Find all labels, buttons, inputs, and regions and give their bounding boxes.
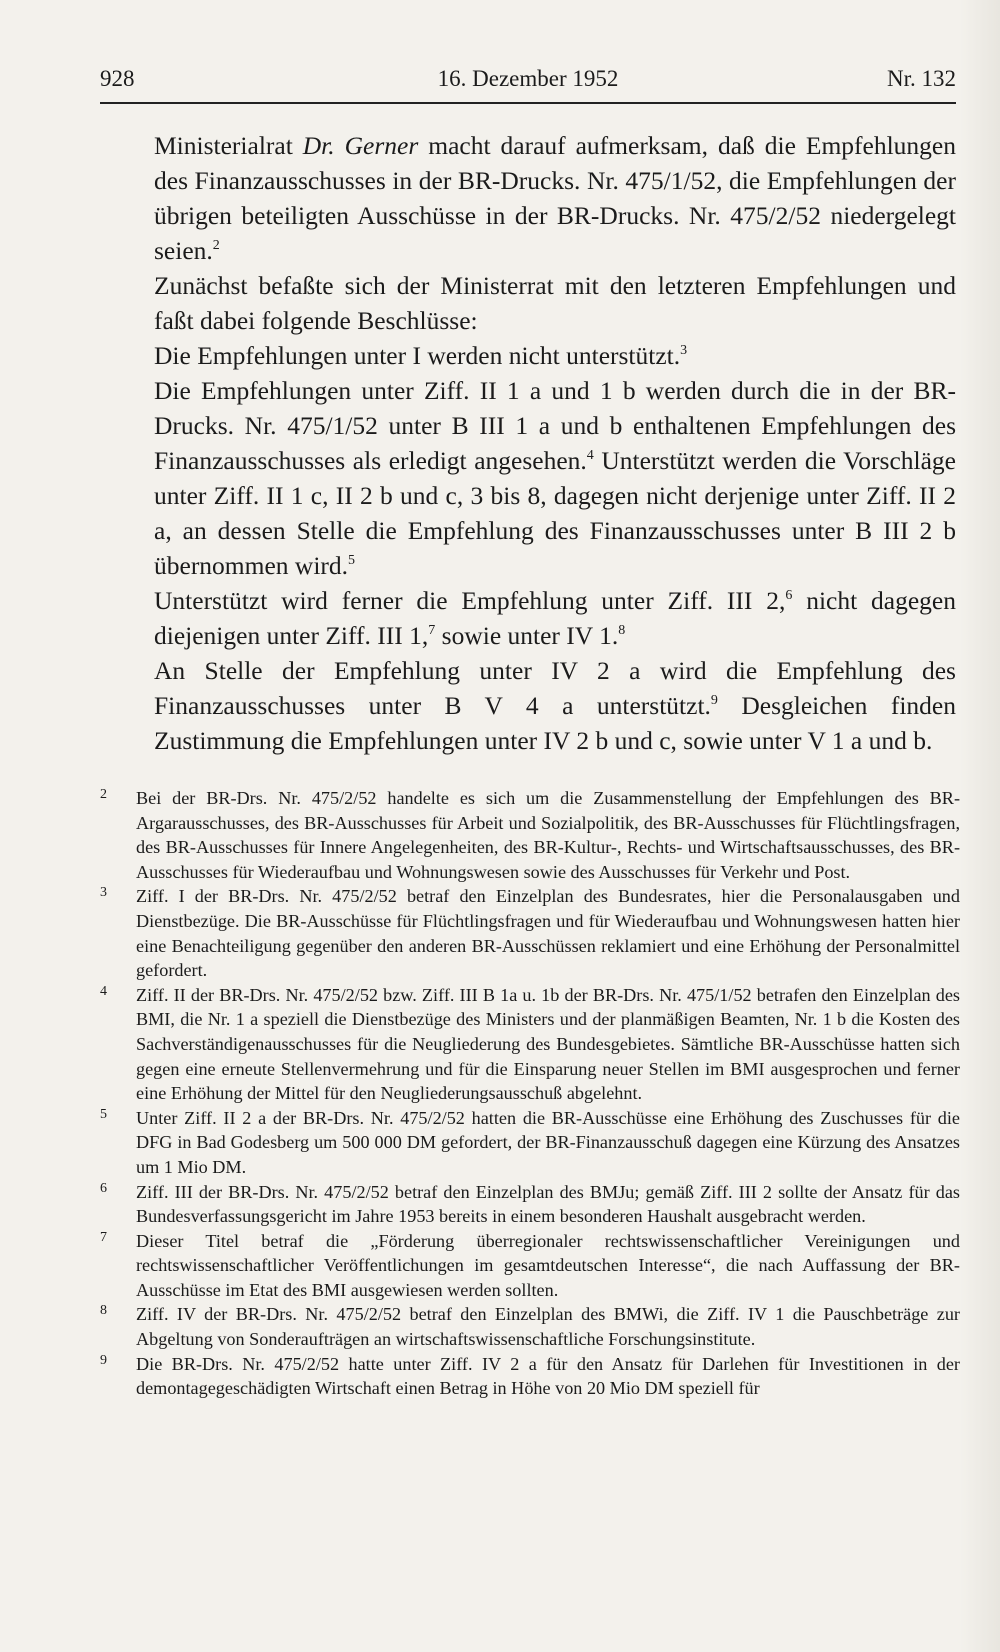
footnote-number: 3 <box>100 885 107 901</box>
footnote-number: 2 <box>100 787 107 802</box>
p1-text-a: Ministerialrat <box>154 131 303 160</box>
footnote-2 <box>100 786 960 884</box>
main-text <box>127 128 956 758</box>
footnote-ref-8[interactable]: 8 <box>618 623 626 638</box>
footnote-text: Ziff. III der BR-Drs. Nr. 475/2/52 betraf den Einzelplan des BMJu; gemäß Ziff. III 2 sollte der Ansatz für das Bundesverfassungsgericht im Jahre 1953 bereits in einem besonderen Haushalt ausgebracht werden. <box>136 1181 960 1227</box>
footnotes-section <box>100 786 960 1401</box>
header-issue-number: Nr. 132 <box>887 66 956 91</box>
footnote-text: Die BR-Drs. Nr. 475/2/52 hatte unter Ziff. IV 2 a für den Ansatz für Darlehen für Investitionen in der demontagegeschädigten Wirtschaft einen Betrag in Höhe von 20 Mio DM speziell für <box>136 1353 960 1399</box>
footnote-text: Bei der BR-Drs. Nr. 475/2/52 handelte es sich um die Zusammenstellung der Empfehlungen des BR-Argarausschusses, des BR-Ausschusses für Arbeit und Sozialpolitik, des BR-Ausschusses für Flüchtlingsfragen, des BR-Ausschusses für Innere Angelegenheiten, des BR-Kultur-, Rechts- und Wirtschaftsausschusses, des BR-Ausschusses für Wiederaufbau und Wohnungswesen sowie des Ausschusses für Verkehr und Post. <box>136 788 960 882</box>
p1-text-b: macht darauf aufmerksam, daß die Empfehlungen des Finanzausschusses in der BR-Drucks. Nr. 475/1/52, die Empfehlungen der übrigen beteiligten Ausschüsse in der BR-Drucks. Nr. 475/2/52 niedergelegt seien. <box>154 131 956 265</box>
footnote-ref-4[interactable]: 4 <box>586 448 594 463</box>
footnote-5 <box>100 1106 960 1180</box>
footnote-3 <box>100 884 960 982</box>
footnote-9 <box>100 1352 960 1401</box>
header-page-number: 928 <box>100 66 135 91</box>
footnote-number: 4 <box>100 983 107 999</box>
footnote-text: Unter Ziff. II 2 a der BR-Drs. Nr. 475/2/52 hatten die BR-Ausschüsse eine Erhöhung des Zuschusses für die DFG in Bad Godesberg um 500 000 DM gefordert, der BR-Finanzausschuß dagegen eine Kürzung des Ansatzes um 1 Mio DM. <box>136 1107 960 1177</box>
footnote-ref-9[interactable]: 9 <box>710 693 718 708</box>
header-date: 16. Dezember 1952 <box>437 66 619 91</box>
footnote-ref-5[interactable]: 5 <box>348 553 356 568</box>
paragraph-3 <box>127 338 956 373</box>
footnote-7 <box>100 1229 960 1303</box>
footnote-ref-2[interactable]: 2 <box>212 238 220 253</box>
p3-text: Die Empfehlungen unter I werden nicht unterstützt. <box>154 341 681 370</box>
footnote-text: Ziff. II der BR-Drs. Nr. 475/2/52 bzw. Ziff. III B 1a u. 1b der BR-Drs. Nr. 475/1/52 betrafen den Einzelplan des BMI, die Nr. 1 a speziell die Dienstbezüge des Ministers und der planmäßigen Beamten, Nr. 1 b die Kosten des Sachverständigenausschusses für die Neugliederung des Bundesgebietes. Sämtliche BR-Ausschüsse hatten sich gegen eine erneute Stellenvermehrung und für die Einsparung neuer Stellen im BMI ausgesprochen und ferner eine Erhöhung der Mittel für den Neugliederungsausschuß abgelehnt. <box>136 984 960 1104</box>
footnote-6 <box>100 1180 960 1229</box>
footnote-number: 8 <box>100 1303 107 1319</box>
p6-text-b: Desgleichen finden Zustimmung die Empfehlungen unter IV 2 b und c, sowie unter V 1 a und b. <box>154 691 956 755</box>
paragraph-4 <box>127 373 956 583</box>
p5-text-a: Unterstützt wird ferner die Empfehlung unter Ziff. III 2, <box>154 586 786 615</box>
paragraph-6 <box>127 653 956 758</box>
footnote-ref-3[interactable]: 3 <box>680 343 688 358</box>
footnote-text: Ziff. I der BR-Drs. Nr. 475/2/52 betraf den Einzelplan des Bundesrates, hier die Personalausgaben und Dienstbezüge. Die BR-Ausschüsse für Flüchtlingsfragen und für Wiederaufbau und Wohnungswesen hatten hier eine Benachteiligung gegenüber den anderen BR-Ausschüssen reklamiert und eine Erhöhung der Personalmittel gefordert. <box>136 886 960 981</box>
footnote-ref-6[interactable]: 6 <box>785 588 793 603</box>
paragraph-1 <box>127 128 956 268</box>
p5-text-b: nicht dagegen diejenigen unter Ziff. III 1, <box>154 586 956 650</box>
page-header <box>100 64 956 104</box>
footnote-8 <box>100 1302 960 1351</box>
p1-name: Dr. Gerner <box>302 131 419 160</box>
p6-text-a: An Stelle der Empfehlung unter IV 2 a wird die Empfehlung des Finanzausschusses unter B V 4 a unterstützt. <box>154 656 956 720</box>
paragraph-2 <box>127 268 956 338</box>
footnote-number: 7 <box>100 1229 107 1245</box>
footnote-text: Dieser Titel betraf die „Förderung überregionaler rechtswissenschaftlicher Vereinigungen und rechtswissenschaftlicher Veröffentlichungen im gesamtdeutschen Interesse“, die nach Auffassung der BR-Ausschüsse im Etat des BMI ausgewiesen werden sollten. <box>136 1230 960 1300</box>
scan-edge-shadow <box>960 0 1000 1652</box>
footnote-number: 6 <box>100 1180 107 1196</box>
footnote-number: 9 <box>100 1352 107 1368</box>
p4-text-b: Unterstützt werden die Vorschläge unter Ziff. II 1 c, II 2 b und c, 3 bis 8, dagegen nicht derjenige unter Ziff. II 2 a, an dessen Stelle die Empfehlung des Finanzausschusses unter B III 2 b übernommen wird. <box>154 446 957 580</box>
p4-text-a: Die Empfehlungen unter Ziff. II 1 a und 1 b werden durch die in der BR-Drucks. Nr. 475/1/52 unter B III 1 a und b enthaltenen Empfehlungen des Finanzausschusses als erledigt angesehen. <box>154 376 956 475</box>
paragraph-5 <box>127 583 956 653</box>
footnote-number: 5 <box>100 1106 107 1122</box>
footnote-text: Ziff. IV der BR-Drs. Nr. 475/2/52 betraf den Einzelplan des BMWi, die Ziff. IV 1 die Pauschbeträge zur Abgeltung von Sonderaufträgen an wirtschaftswissenschaftliche Forschungsinstitute. <box>136 1304 960 1350</box>
footnote-4 <box>100 983 960 1106</box>
p5-text-c: sowie unter IV 1. <box>435 621 619 650</box>
footnote-ref-7[interactable]: 7 <box>428 623 436 638</box>
p2-text: Zunächst befaßte sich der Ministerrat mit den letzteren Empfehlungen und faßt dabei folgende Beschlüsse: <box>154 271 956 335</box>
